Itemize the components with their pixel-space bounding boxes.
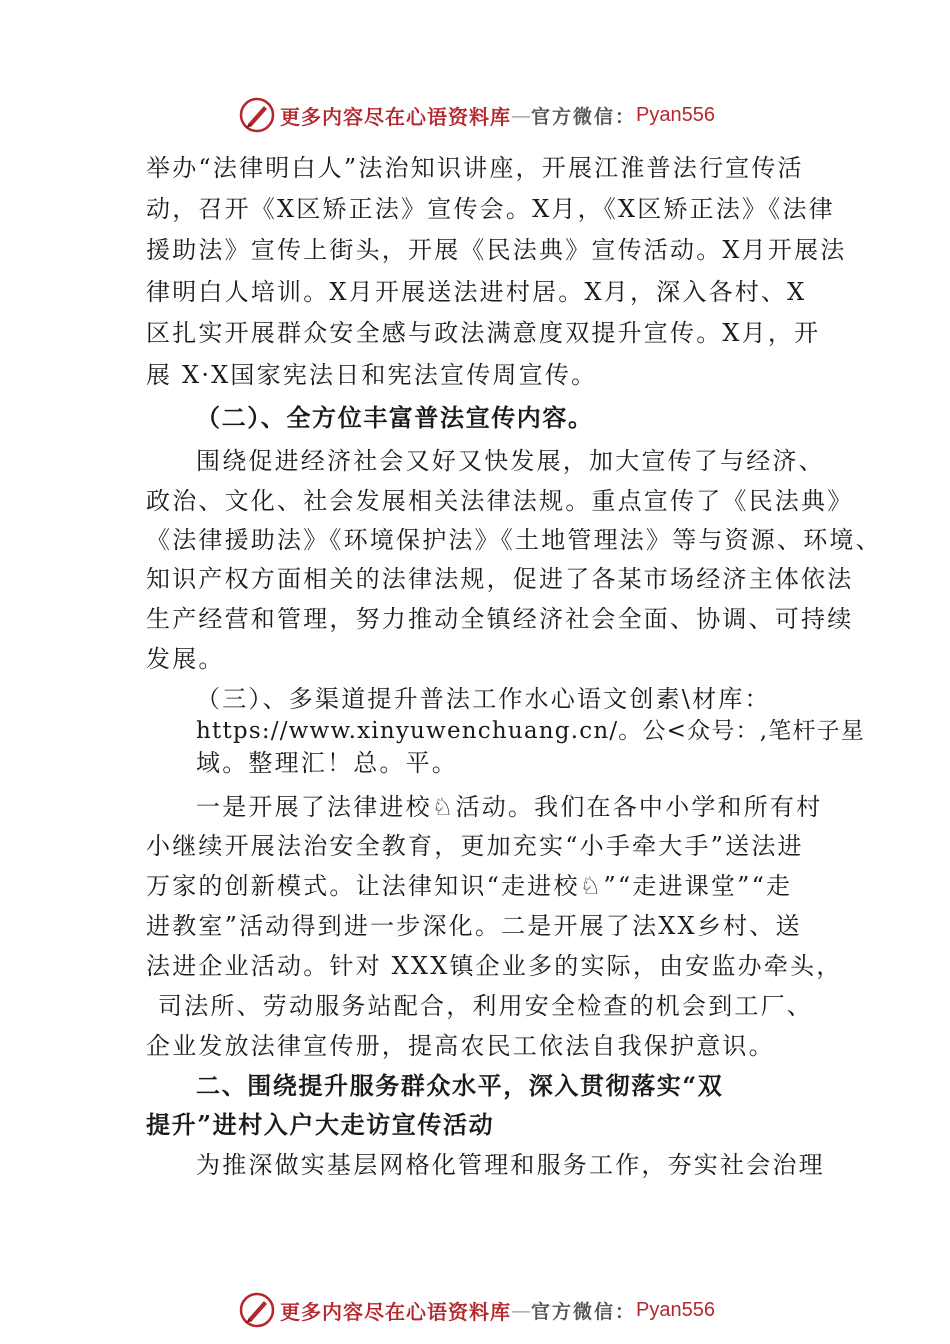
section-heading-3: （三）、多渠道提升普法工作水心语文创素\材库： xyxy=(196,685,771,713)
section-heading: （二）、全方位丰富普法宣传内容。 xyxy=(196,403,594,432)
footer-separator: — xyxy=(511,1298,531,1322)
text-line: 小继续开展法治安全教育，更加充实“小手牵大手”送法进 xyxy=(146,832,804,860)
text-line: 动，召开《X区矫正法》宣传会。X月，《X区矫正法》《法律 xyxy=(146,195,835,223)
footer-wechat-id: Pyan556 xyxy=(636,1298,715,1321)
header-wechat-id: Pyan556 xyxy=(636,103,715,126)
header-brand-text: 更多内容尽在心语资料库 xyxy=(280,104,511,129)
text-line: 知识产权方面相关的法律法规，促进了各某市场经济主体依法 xyxy=(146,565,854,593)
text-line: 生产经营和管理，努力推动全镇经济社会全面、协调、可持续 xyxy=(146,605,854,633)
chapter-heading: 二、围绕提升服务群众水平，深入贯彻落实“双 xyxy=(196,1071,724,1100)
footer-banner xyxy=(238,1290,715,1330)
text-line: 法进企业活动。针对 XXX镇企业多的实际，由安监办牵头， xyxy=(146,952,843,980)
text-line: 举办“法律明白人”法治知识讲座，开展江淮普法行宣传活 xyxy=(146,154,804,182)
text-line: 围绕促进经济社会又好又快发展，加大宣传了与经济、 xyxy=(196,447,825,475)
text-line: 司法所、劳动服务站配合，利用安全检查的机会到工厂、 xyxy=(158,992,813,1020)
text-line: 展 X·X国家宪法日和宪法宣传周宣传。 xyxy=(146,361,598,389)
pen-seal-logo-icon xyxy=(238,96,276,134)
footer-brand-text: 更多内容尽在心语资料库 xyxy=(280,1299,511,1324)
text-line: 万家的创新模式。让法律知识“走进校♘”“走进课堂”“走 xyxy=(146,872,793,900)
text-line: 域。整理汇！总。平。 xyxy=(196,749,458,777)
text-line: 律明白人培训。X月开展送法进村居。X月，深入各村、X xyxy=(146,278,807,306)
pen-seal-logo-icon xyxy=(238,1291,276,1329)
text-line: 为推深做实基层网格化管理和服务工作，夯实社会治理 xyxy=(196,1151,825,1179)
header-banner xyxy=(238,95,715,135)
header-separator: — xyxy=(511,103,531,127)
text-line: 政治、文化、社会发展相关法律法规。重点宣传了《民法典》 xyxy=(146,487,854,515)
url-text-line: https://www.xinyuwenchuang.cn/。公<众号：,笔杆子星 xyxy=(196,718,866,744)
text-line: 进教室”活动得到进一步深化。二是开展了法XX乡村、送 xyxy=(146,912,802,940)
text-line: 企业发放法律宣传册，提高农民工依法自我保护意识。 xyxy=(146,1032,775,1060)
footer-official-label: 官方微信： xyxy=(531,1300,637,1323)
text-line: 区扎实开展群众安全感与政法满意度双提升宣传。X月，开 xyxy=(146,319,821,347)
text-line: 《法律援助法》《环境保护法》《土地管理法》等与资源、环境、 xyxy=(146,526,882,554)
text-line: 一是开展了法律进校♘活动。我们在各中小学和所有村 xyxy=(196,793,823,821)
header-official-label: 官方微信： xyxy=(531,105,637,128)
text-line: 发展。 xyxy=(146,645,225,673)
text-line: 援助法》宣传上街头，开展《民法典》宣传活动。X月开展法 xyxy=(146,236,847,264)
chapter-heading-continued: 提升”进村入户大走访宣传活动 xyxy=(146,1110,495,1139)
